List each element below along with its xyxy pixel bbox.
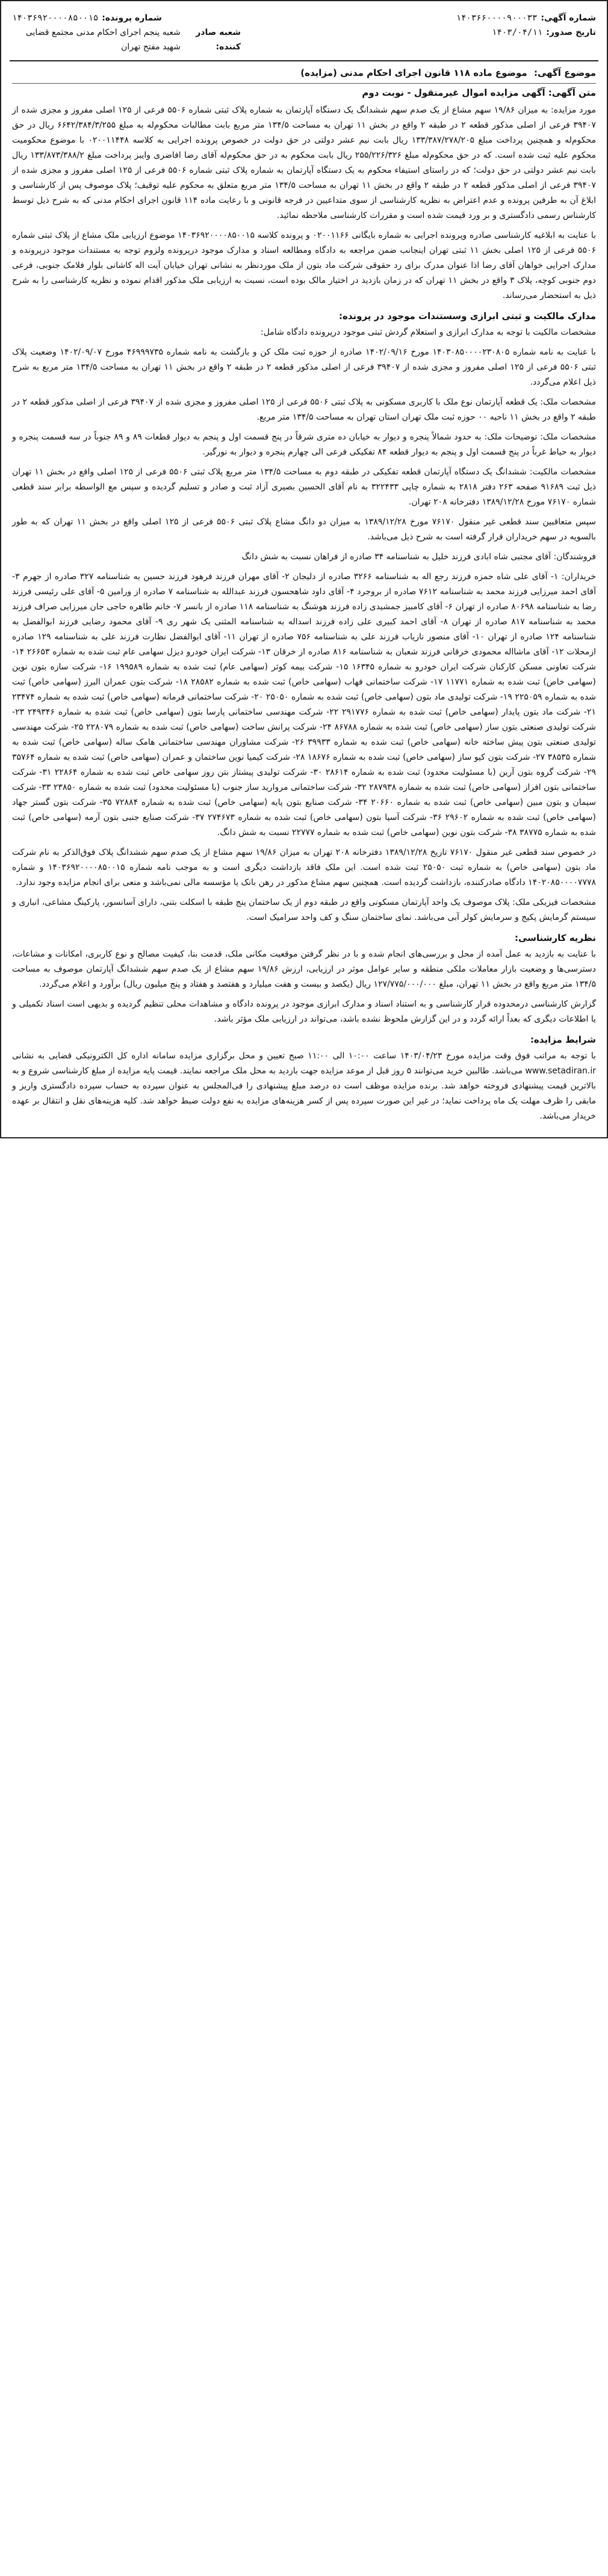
issuing-branch-value: شعبه پنجم اجرای احکام مدنی مجتمع قضایی شهید مفتح تهران (25, 28, 181, 52)
intro-paragraph: مورد مزایده: به میزان ۱۹/۸۶ سهم مشاع از یک صدم سهم ششدانگ یک دستگاه آپارتمان به شماره پلاک ثبتی شماره ۵۵۰۶ فرعی از ۱۲۵ اصلی مفروز و مجزی شده از ۳۹۴۰۷ فرعی از اصلی مذکور قطعه ۲ در طبقه ۲ واقع در بخش ۱۱ تهران به مساحت ۱۳۴/۵ متر مربع بابت مطالبات محکوم‌له به مبلغ ۶۶۴۲/۳۸۴/۳/۲۵۵ ریال در حق محکوم‌له و همچنین پرداخت مبلغ ۱۳۳/۳۸۷/۲۷۸/۲۰۵ ریال بابت نیم عشر دولتی در حق دولت در خصوص پرونده اجرایی به کلاسه ۰۲۰۰۱۱۴۴۸ با موضوع محکومیت محکوم علیه ثبت شده است. که در حق محکوم‌له مبلغ ۲۵۵/۲۲۶/۳۲۶ ریال بابت محکوم به در حق محکوم‌له آقای رضا افاضری وایبز پرداخت مبلغ ۱۳۳/۸۷۳/۳۸۸/۲ ریال بابت نیم عشر دولتی در حق دولت؛ که در راستای استیفاء محکوم به یک دستگاه آپارتمان به شماره پلاک ثبتی شماره ۵۵۰۶ فرعی از ۱۲۵ اصلی مفروز و مجزی شده از ۳۹۴۰۷ فرعی از اصلی مذکور قطعه ۲ در طبقه ۲ واقع در بخش ۱۱ تهران به مساحت ۱۳۴/۵ متر مربع متعلق به محکوم علیه توقیف؛ پلاک موصوف پس از کارشناسی و ابلاغ آن به طرفین پرونده و عدم اعتراض به نظریه کارشناسی از سوی متداعیین در فرجه قانونی و با رعایت ماده ۱۱۴ قانون اجرای احکام مدنی که به شرح ذیل توسط کارشناس رسمی دادگستری و بر ورد قیمت شده است و مقررات کارشناسی ملاحظه نمائید. (12, 105, 597, 220)
notice-subject-text: موضوع ماده ۱۱۸ قانون اجرای احکام مدنی (مزایده) (300, 67, 527, 78)
valuation-paragraph: با عنایت به بازدید به عمل آمده از محل و بررسی‌های انجام شده و با در نظر گرفتن موقعیت مکانی ملک، قدمت بنا، کیفیت مصالح و نوع کاربری، امکانات و مشاعات، دسترسی‌ها و وضعیت بازار معاملات ملکی منطقه و سایر عوامل موثر در ارزیابی، ارزش ۱۹/۸۶ سهم مشاع از یک صدم سهم ششدانگ آپارتمان موصوف به مساحت ۱۳۴/۵ متر مربع واقع در بخش ۱۱ تهران، مبلغ ۱۲۷/۷۷۵/۰۰۰/۰۰۰ ریال (یکصد و بیست و هفت میلیارد و هفتصد و هفتاد و پنج میلیون ریال) برآورد و اعلام می‌گردد. (12, 949, 596, 989)
documents-paragraph: مشخصات مالکیت با توجه به مدارک ابرازی و استعلام گردش ثبتی موجود درپرونده دادگاه شامل: (260, 327, 596, 337)
documents-paragraph: با عنایت به نامه شماره ۱۴۰۳۰۸۵۰۰۰۰۲۳۰۸۰۵ مورخ ۱۴۰۲/۰۹/۱۶ صادره از حوزه ثبت ملک کن و بازگشت به نامه شماره ۴۶۹۹۹۷۳۵ مورخ ۱۴۰۲/۰۹/۰۷ وضعیت پلاک ثبتی ۵۵۰۶ فرعی از ۱۲۵ اصلی مفروز و مجزی شده از ۳۹۴۰۷ فرعی از اصلی مذکور قطعه ۲ در طبقه ۲ واقع در بخش ۱۱ تهران به مساحت ۱۳۴/۵ متر مربع به شرح ذیل اعلام می‌گردد. (12, 347, 596, 387)
terms-section-title: شرایط مزایده: (530, 1034, 596, 1045)
terms-paragraph: با توجه به مراتب فوق وقت مزایده مورخ ۱۴۰۳/۰۴/۲۳ ساعت ۱۰:۰۰ الی ۱۱:۰۰ صبح تعیین و محل برگزاری مزایده سامانه اداره کل الکترونیکی قضایی به نشانی www.setadiran.ir می‌باشد. طالبین خرید می‌توانند ۵ روز قبل از موعد مزایده جهت بازدید به محل ملک مراجعه نمایند. قیمت پایه مزایده از مبلغ کارشناسی شروع و به بالاترین قیمت پیشنهادی فروخته خواهد شد. برنده مزایده موظف است ده درصد مبلغ پیشنهادی را فی‌المجلس به عنوان سپرده به حساب سپرده دادگستری واریز و مابقی را ظرف مهلت یک ماه پرداخت نماید؛ در غیر این صورت سپرده پس از کسر هزینه‌های مزایده به نفع دولت ضبط خواهد شد. کلیه هزینه‌های نقل و انتقال بر عهده خریدار می‌باشد. (12, 1051, 597, 1121)
documents-section-title: مدارک مالکیت و ثبتی ابرازی وسستندات موجود در پرونده: (339, 311, 596, 321)
notice-header (10, 7, 598, 61)
documents-paragraph: فروشندگان: آقای مجتبی شاه ابادی فرزند خلیل به شناسنامه ۳۴ صادره از فراهان نسبت به شش دانگ (241, 552, 596, 562)
documents-paragraph: مشخصات ملک: توضیحات ملک: به حدود شمالاً پنجره و دیوار به خیابان ده متری شرقاً در پنج قسمت اول و پنجم به دیوار قطعات ۸۹ و ۸۹ جنوباً در سه قسمت پنجره و دیوار به حیاط غرباً در پنج قسمت اول و پنجم به دیوار قطعه ۸۴ تفکیکی فرعی الی چهارم پنجره و دیوار به نورگیر. (12, 432, 596, 457)
issuing-branch-label: شعبه صادر کننده: (196, 28, 241, 52)
documents-paragraph: مشخصات فیزیکی ملک: پلاک موصوف یک واحد آپارتمان مسکونی واقع در طبقه دوم از یک ساختمان پنج طبقه با اسکلت بتنی، دارای آسانسور، پارکینگ مشاعی، انباری و سیستم گرمایش پکیج و سرمایش کولر آبی می‌باشد. نمای ساختمان سنگ و کف واحد سرامیک است. (12, 898, 596, 922)
intro-paragraph: با عنایت به ابلاغیه کارشناسی صادره وپرونده اجرایی به شماره بایگانی ۰۲۰۰۱۱۶۶ و پرونده کلاسه ۱۴۰۳۶۹۲۰۰۰۰۸۵۰۰۱۵ موضوع ارزیابی ملک مشاع از پلاک ثبتی شماره ۵۵۰۶ فرعی از ۱۲۵ اصلی بخش ۱۱ ثبتی تهران اینجانب ضمن مراجعه به دادگاه ومطالعه اسناد و مدارک موجود درپرونده ولزوم توجه به مستندات موجود درپرونده و مدارک اجرایی خواهان آقای رضا اذا عنوان مدرک برای رد حقوقی شرکت ماد بتون از ملک موردنظر به نشانی تهران خیابان آیت اله کاشانی بلوار فلامک جنوبی، فرعی دوم جنوبی کوچه، پلاک ۳ واقع در بخش ۱۱ تهران که در زمان بازدید در اختیار مالک بوده است، نسبت به ارزیابی ملک مذکور اقدام نموده و نظریه کارشناسی را به شرح ذیل به استحضار می‌رساند. (12, 231, 597, 300)
valuation-section-title: نظریه کارشناسی: (515, 933, 596, 943)
documents-paragraph: سپس متعاقبین سند قطعی غیر منقول ۷۶۱۷۰ مورخ ۱۳۸۹/۱۲/۲۸ به میزان دو دانگ مشاع پلاک ثبتی ۵۵۰۶ فرعی از ۱۲۵ اصلی واقع در بخش ۱۱ تهران که به طور بالسویه در سهم خریداران قرار گرفته است به شرح ذیل می‌باشد. (12, 517, 596, 542)
documents-paragraph: خریداران: ۱- آقای علی شاه حمزه فرزند رجع اله به شناسنامه ۳۲۶۶ صادره از دلیجان ۲- آقای مهران فرزند فرهود فرزند حسین به شناسنامه ۳۲۷ صادره از جهرم ۳- آقای احمد میرزایی فرزند محمد به شناسنامه ۷۶۱۲ صادره از بروجرد ۴- آقای داود شاهحسون فرزند عبدالله به شناسنامه ۷ صادره از ورامین ۵- آقای علی رئیسی فرزند رضا به شناسنامه ۸۰۶۹۸ صادره از تهران ۶- آقای کامبیز جمشیدی زاده فرزند هوشنگ به شناسنامه ۱۱۸ صادره از بانسر ۷- خانم طاهره حاجی جان میرزایی صراف فرزند محمد به شناسنامه ۸۱۷ صادره از تهران ۸- آقای احمد کبیری علی زاده فرزند اسداله به شناسنامه المثنی یک شهر ری ۹- آقای محمود رضایی فرزند ابوالفضل به شناسنامه ۱۲۴ صادره از تهران ۱۰- آقای منصور نازیاب فرزند علی به شناسنامه ۷۵۶ صادره از تهران ۱۱- آقای ابوالفضل نظارت فرزند علی به شناسنامه ۱۲۹ صادره ازمحلات ۱۲- آقای ماشااله محمودی خرقانی فرزند شعبان به شناسنامه ۸۱۶ صادره از خرقان ۱۳- شرکت ایران خودرو دیزل سهامی عام ثبت شده به شماره ۲۶۶۵۳ ۱۴- شرکت تعاونی مسکن کارکنان شرکت ایران خودرو به شماره ۱۶۳۴۵ ۱۵- شرکت بیمه کوثر (سهامی عام) ثبت شده به شماره ۱۹۹۵۸۹ ۱۶- شرکت سازه بتون نوین (سهامی خاص) ثبت شده به شماره ۱۱۷۷۱ ۱۷- شرکت ساختمانی فهاب (سهامی خاص) ثبت شده به شماره ۲۸۵۸۲ ۱۸- شرکت بتون عمران البرز (سهامی خاص) ثبت شده به شماره ۲۲۵۰۵۹ ۱۹- شرکت تولیدی ماد بتون (سهامی خاص) ثبت شده به شماره ۲۵۰۵۰ ۲۰- شرکت ساختمانی فرمانه (سهامی خاص) ثبت شده به شماره ۲۳۴۷۴ ۲۱- شرکت ماد بتون پایدار (سهامی خاص) ثبت شده به شماره ۲۹۱۷۷۶ ۲۲- شرکت مهندسی ساختمانی پارسا بتون (سهامی خاص) ثبت شده به شماره ۲۴۹۳۴۶ ۲۳- شرکت تولیدی صنعتی بتون ساز (سهامی خاص) ثبت شده به شماره ۸۶۷۸۸ ۲۴- شرکت پرانش ساخت (سهامی خاص) ثبت شده به شماره ۲۲۸۰۷۹ ۲۵- شرکت مهندسی تولیدی صنعتی بتون پیش ساخته خانه (سهامی خاص) ثبت شده به شماره ۳۹۹۳۳ ۲۶- شرکت مشاوران مهندسی ساختمانی هامک ساله (سهامی خاص) ثبت شده به شماره ۳۸۵۳۵ ۲۷- شرکت بتون کیو ساز (سهامی خاص) ثبت شده به شماره ۱۸۶۷۶ ۲۸- شرکت کیمیا نوین ساختمان و عمران (سهامی خاص) ثبت شده به شماره ۳۵۷۶۴ ۲۹- شرکت گروه بتون آرین (با مسئولیت محدود) ثبت شده به شماره ۲۸۶۱۴ ۳۰- شرکت تولیدی پیشتاز بتن روز سهامی خاص ثبت شده به شماره ۲۲۸۶۴ ۳۱- شرکت ساختمانی بتون افراز (سهامی خاص) ثبت شده به شماره ۲۸۷۹۳۸ ۳۲- شرکت ساختمانی مروارید ساز جنوب (با مسئولیت محدود) ثبت شده به شماره ۲۳۸۵۰ ۳۳- شرکت سیمان و بتون مبین (سهامی خاص) ثبت شده به شماره ۲۰۶۶۰ ۳۴- شرکت صنایع بتون پایه (سهامی خاص) ثبت شده به شماره ۷۲۸۸۴ ۳۵- شرکت بتون گستر جهاد (سهامی خاص) ثبت شده به شماره ۲۹۶۰۲ ۳۶- شرکت آسیا بتون (سهامی خاص) ثبت شده به شماره ۲۷۴۶۷۳ ۳۷- شرکت صنایع جنبی بتون آرمه (سهامی خاص) ثبت شده به شماره ۳۸۷۷۵ ۳۸- شرکت بتون نوین (سهامی خاص) ثبت شده به شماره ۲۲۷۷۷ نسبت به شش دانگ. (12, 572, 597, 837)
notice-number-value: ۱۴۰۳۶۶۰۰۰۰۹۰۰۰۳۳ (456, 13, 538, 23)
issue-date (492, 25, 596, 40)
notice-number (456, 11, 596, 25)
documents-paragraph: در خصوص سند قطعی غیر منقول ۷۶۱۷۰ تاریخ ۱۳۸۹/۱۲/۲۸ دفترخانه ۲۰۸ تهران به میزان ۱۹/۸۶ سهم مشاع از یک صدم سهم ششدانگ پلاک فوق‌الذکر به نام شرکت ماد بتون (سهامی خاص) به شماره ثبت ۲۵۰۵۰ ثبت شده است. این ملک فاقد بازداشت دیگری است و به موجب نامه شماره ۱۴۰۳۶۹۲۰۰۰۰۸۵۰۰۱۵ و شماره ۱۴۰۲۰۸۵۰۰۰۰۷۷۷۸ دادگاه صادرکننده، بازداشت گردیده است. همچنین سهم مشاع مذکور در رهن بانک یا مؤسسه مالی نمی‌باشد و منعی برای انجام مزایده وجود ندارد. (12, 848, 596, 887)
issue-date-value: ۱۴۰۳/۰۴/۱۱ (491, 28, 543, 37)
issuing-branch (12, 25, 241, 54)
issue-date-label: تاریخ صدور: (546, 28, 596, 37)
documents-paragraph: مشخصات ملک: یک قطعه آپارتمان نوع ملک با کاربری مسکونی به پلاک ثبتی ۵۵۰۶ فرعی از ۱۲۵ اصلی مفروز و مجزی شده از ۳۹۴۰۷ فرعی از اصلی مذکور قطعه ۲ در طبقه ۲ واقع در بخش ۱۱ ناحیه ۰۰ حوزه ثبت ملک تهران استان تهران به مساحت ۱۳۴/۵ متر مربع. (12, 397, 596, 422)
case-number-label: شماره پرونده: (102, 13, 162, 23)
documents-paragraph: مشخصات مالکیت: ششدانگ یک دستگاه آپارتمان قطعه تفکیکی در طبقه دوم به مساحت ۱۳۴/۵ متر مربع پلاک ثبتی ۵۵۰۶ فرعی از ۱۲۵ اصلی واقع در بخش ۱۱ تهران ذیل ثبت ۹۱۶۸۹ صفحه ۲۶۳ دفتر ۲۸۱۸ به شماره چاپی ۳۲۲۴۳۳ به نام آقای الحسین بصیری آزاد ثبت و صادر و تسلیم گردیده و سپس مع الواسطه برابر سند قطعی شماره ۷۶۱۷۰ مورخ ۱۳۸۹/۱۲/۲۸ دفترخانه ۲۰۸ تهران. (12, 467, 596, 507)
notice-subject-label: موضوع آگهی: (533, 67, 596, 78)
notice-document (0, 0, 608, 1138)
notice-lead: متن آگهی: آگهی مزایده اموال غیرمنقول - نوبت دوم (362, 87, 596, 98)
valuation-paragraph: گزارش کارشناسی درمحدوده قرار کارشناسی و به استناد اسناد و مدارک ابرازی موجود در پرونده دادگاه و مشاهدات محلی تنظیم گردیده و بدیهی است اسناد تکمیلی و یا اطلاعات دیگری که بعداً ارائه گردد و در این گزارش ملحوظ نشده باشد، می‌تواند در ارزیابی ملک مؤثر باشد. (12, 999, 596, 1024)
notice-number-label: شماره آگهی: (541, 13, 596, 23)
case-number-value: ۱۴۰۳۶۹۲۰۰۰۰۸۵۰۰۱۵ (12, 13, 99, 23)
case-number (12, 11, 162, 25)
notice-subject (12, 67, 596, 84)
